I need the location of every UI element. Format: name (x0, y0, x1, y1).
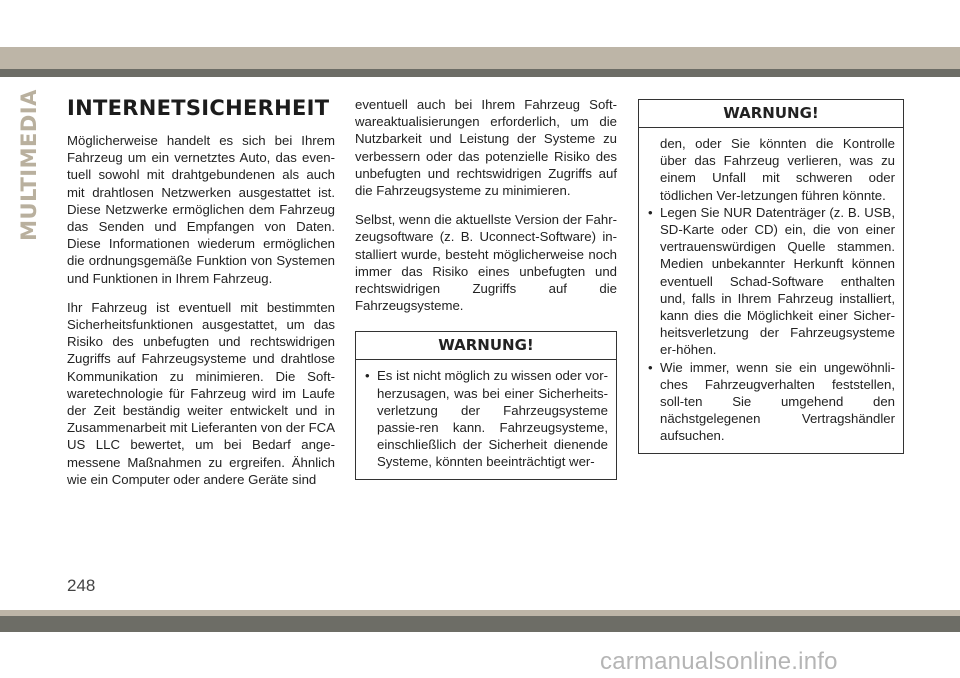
watermark-text: carmanualsonline.info (600, 648, 838, 675)
column-1 (67, 96, 335, 500)
top-band-dark (0, 69, 960, 77)
top-band (0, 47, 960, 69)
warning-bullet: • Wie immer, wenn sie ein ungewöhnli-ches Fahrzeugverhalten feststellen, soll-ten Sie umgehend den nächstgelegenen Vertragshändler aufsuchen. (647, 359, 895, 445)
warning-bullet: • Legen Sie NUR Datenträger (z. B. USB, SD-Karte oder CD) ein, die von einer vertrauenswürdigen Quelle stammen. Medien unbekannter Herkunft können eventuell Schad-Software enthalten und, falls in Ihrem Fahrzeug installiert, kann dies die Möglichkeit einer Sicher-heitsverletzung der Fahrzeugsysteme er-höhen. (647, 204, 895, 359)
page-heading: INTERNETSICHERHEIT (67, 96, 330, 120)
paragraph: Möglicherweise handelt es sich bei Ihrem Fahrzeug um ein vernetztes Auto, das even-tuell sowohl mit drahtgebundenen als auch mit drahtlosen Netzwerken ausgestattet ist. Diese Netzwerke ermöglichen dem Fahrzeug das Senden und Empfangen von Daten. Diese Informationen wiederum ermöglichen die ordnungsgemäße Funktion von Systemen und Funktionen in Ihrem Fahrzeug. (67, 133, 335, 286)
warning-box (355, 331, 617, 479)
warning-bullet: • Es ist nicht möglich zu wissen oder vor-herzusagen, was bei einer Sicherheits-verletzung der Fahrzeugsysteme passie-ren kann. Fahrzeugsysteme, einschließlich der Sicherheit dienende Systeme, könnten beeinträchtigt wer- (364, 367, 608, 470)
bottom-band-dark (0, 616, 960, 632)
section-label-text: MULTIMEDIA (17, 89, 41, 241)
page-number: 248 (67, 576, 96, 595)
warning-title: WARNUNG! (639, 100, 903, 128)
paragraph: eventuell auch bei Ihrem Fahrzeug Soft-wareaktualisierungen erforderlich, um die Nutzbarkeit und Leistung der Systeme zu verbessern oder das potenzielle Risiko des unbefugten und rechtswidrigen Zugriffs auf die Fahrzeugsysteme zu minimieren. (355, 97, 617, 199)
warning-title: WARNUNG! (356, 332, 616, 360)
paragraph: Selbst, wenn die aktuellste Version der Fahr-zeugsoftware (z. B. Uconnect-Software) in-stalliert wurde, besteht möglicherweise noch immer das Risiko eines unbefugten und rechtswidrigen Zugriffs auf die Fahrzeugsysteme. (355, 212, 617, 314)
warning-body (356, 360, 616, 478)
warning-continuation: den, oder Sie könnten die Kontrolle über das Fahrzeug verlieren, was zu einem Unfall mit schweren oder tödlichen Ver-letzungen führen könnte. (660, 136, 895, 203)
warning-box (638, 99, 904, 454)
column-2 (355, 96, 617, 480)
warning-body (639, 128, 903, 453)
paragraph: Ihr Fahrzeug ist eventuell mit bestimmten Sicherheitsfunktionen ausgestattet, um das Risiko des unbefugten und rechtswidrigen Zugriffs auf Fahrzeugsysteme und drahtlose Kommunikation zu minimieren. Die Soft-waretechnologie für Fahrzeug wird im Laufe der Zeit beständig weiter entwickelt und in Zusammenarbeit mit Lieferanten von der FCA US LLC bewertet, um bei Bedarf ange-messene Maßnahmen zu ergreifen. Ähnlich wie ein Computer oder andere Geräte sind (67, 299, 335, 487)
column-3 (638, 99, 904, 454)
section-side-label (14, 89, 44, 241)
